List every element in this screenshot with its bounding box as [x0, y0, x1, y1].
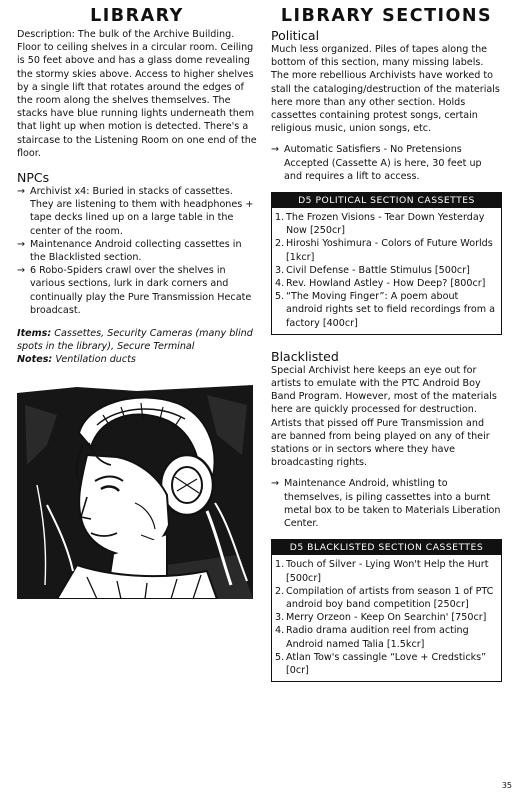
- notes-label: Notes:: [17, 354, 53, 366]
- arrow-icon: →: [17, 186, 26, 198]
- blacklisted-cassettes-box: [271, 539, 502, 682]
- archivist-illustration: [17, 385, 253, 599]
- npc-item: → Archivist x4: Buried in stacks of cassettes. They are listening to them with headphones + tape decks lined up on a large table in the center of the room.: [17, 186, 254, 237]
- arrow-icon: →: [271, 478, 280, 490]
- political-cassette-list: [272, 211, 501, 330]
- sections-column: [271, 6, 502, 682]
- items-line: [17, 327, 257, 367]
- political-body: Much less organized. Piles of tapes along the bottom of this section, many missing labels. The more rebellious Archivists have worked to stall the cataloging/destruction of the materials here more than any other section. Holds cassettes containing protest songs, certain religious music, union songs, etc.: [271, 44, 500, 135]
- arrow-icon: →: [17, 238, 26, 250]
- cassette-item: 4. Radio drama audition reel from acting Android named Talia [1.5kcr]: [275, 625, 469, 650]
- items-label: Items:: [17, 328, 52, 340]
- cassette-item: 2. Compilation of artists from season 1 of PTC android boy band competition [250cr]: [275, 585, 494, 610]
- npcs-heading: NPCs: [17, 170, 50, 186]
- arrow-icon: →: [271, 144, 280, 156]
- cassette-item: 3. Civil Defense - Battle Stimulus [500cr]: [275, 264, 470, 276]
- npc-item: → 6 Robo-Spiders crawl over the shelves in various sections, lurk in dark corners and continually play the Pure Transmission Hecate broadcast.: [17, 265, 252, 316]
- library-description: Description: The bulk of the Archive Building. Floor to ceiling shelves in a circular room. Ceiling is 50 feet above and has a glass dome revealing the stormy skies above. Access to higher shelves by a single lift that rotates around the edges of the room along the shelves themselves. The stacks have blue running lights underneath them that light up when motion is detected. There's a staircase to the Listening Room on one end of the floor.: [17, 29, 257, 159]
- cassette-item: 5. “The Moving Finger”: A poem about android rights set to field recordings from a factory [400cr]: [275, 291, 495, 329]
- blacklisted-box-title: D5 BLACKLISTED SECTION CASSETTES: [272, 540, 501, 555]
- npc-list: [17, 185, 257, 317]
- arrow-icon: →: [17, 265, 26, 277]
- cassette-item: 5. Atlan Tow's cassingle “Love + Credsticks” [0cr]: [275, 651, 487, 676]
- notes-text: Ventilation ducts: [55, 354, 136, 366]
- library-title: LIBRARY: [90, 6, 184, 26]
- items-text: Cassettes, Security Cameras (many blind spots in the library), Secure Terminal: [17, 328, 253, 353]
- political-cassettes-box: [271, 192, 502, 335]
- library-column: [17, 6, 257, 599]
- page-number: 35: [501, 781, 512, 790]
- political-bullets: [271, 143, 502, 183]
- cassette-item: 1. The Frozen Visions - Tear Down Yesterday Now [250cr]: [275, 212, 485, 237]
- blacklisted-bullet: → Maintenance Android, whistling to themselves, is piling cassettes into a burnt metal box to be taken to Materials Liberation Center.: [271, 478, 501, 530]
- political-box-title: D5 POLITICAL SECTION CASSETTES: [272, 193, 501, 208]
- blacklisted-cassette-list: [272, 558, 501, 677]
- political-bullet: → Automatic Satisfiers - No Pretensions Accepted (Cassette A) is here, 30 feet up and requires a lift to access.: [271, 144, 482, 182]
- blacklisted-body: Special Archivist here keeps an eye out for artists to emulate with the PTC Android Boy Band Program. However, most of the materials here are quickly processed for destruction. Artists that pissed off Pure Transmission and are banned from being played on any of their stations or in sectors where they have broadcasting rights.: [271, 364, 497, 469]
- sections-title: LIBRARY SECTIONS: [280, 6, 493, 26]
- cassette-item: 4. Rev. Howland Astley - How Deep? [800cr]: [275, 278, 486, 290]
- blacklisted-bullets: [271, 477, 502, 530]
- cassette-item: 3. Merry Orzeon - Keep On Searchin' [750cr]: [275, 612, 487, 624]
- cassette-item: 1. Touch of Silver - Lying Won't Help the Hurt [500cr]: [275, 559, 489, 584]
- npc-item: → Maintenance Android collecting cassettes in the Blacklisted section.: [17, 238, 242, 264]
- blacklisted-heading: Blacklisted: [271, 348, 339, 364]
- political-heading: Political: [271, 28, 320, 43]
- cassette-item: 2. Hiroshi Yoshimura - Colors of Future Worlds [1kcr]: [275, 238, 493, 263]
